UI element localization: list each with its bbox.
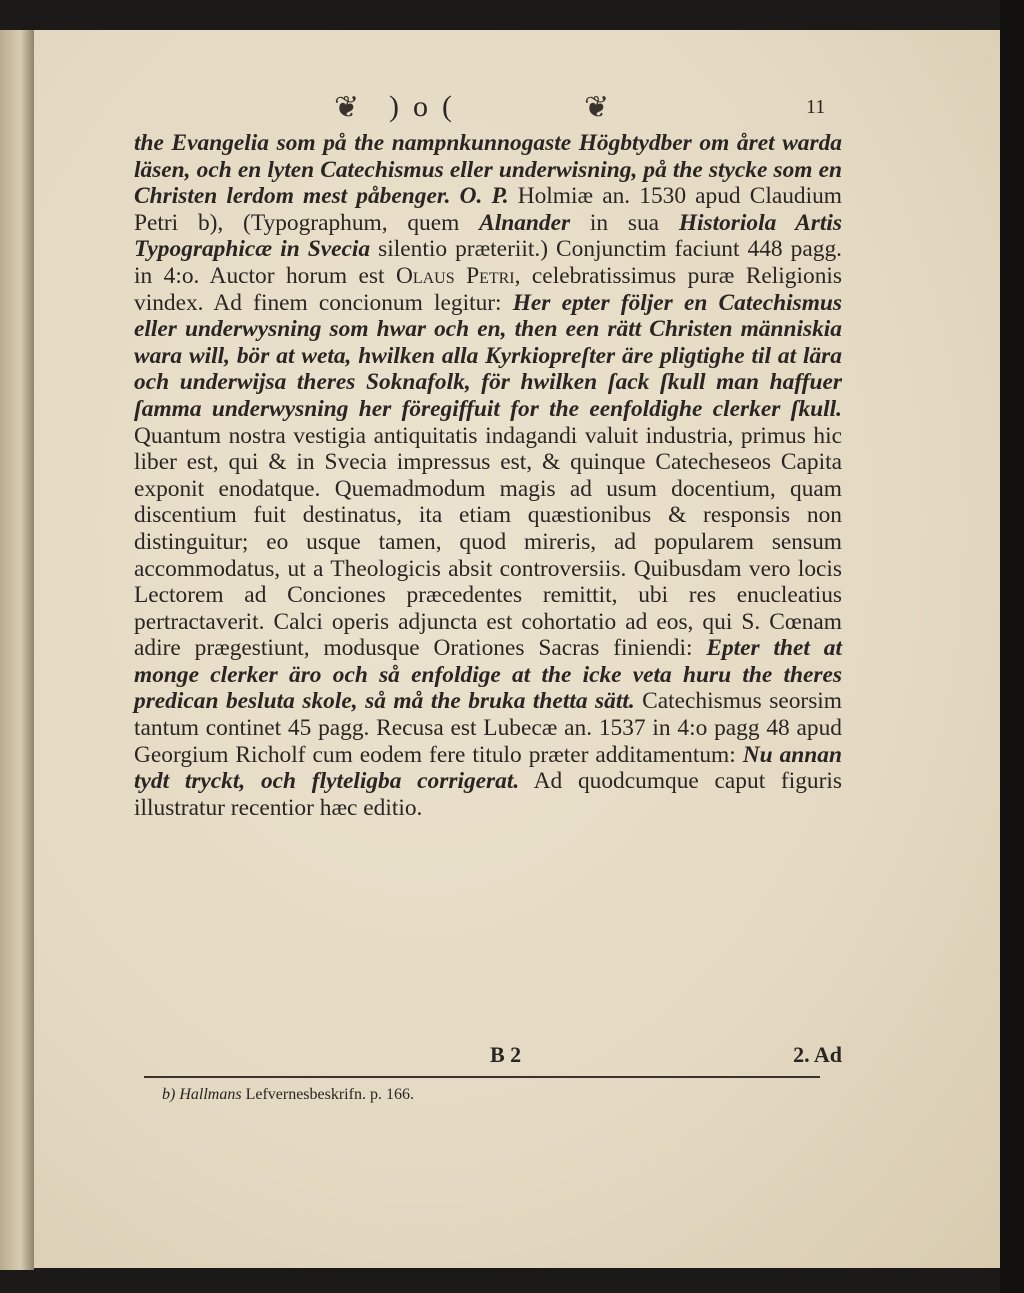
text-run: , celebratissimus puræ Religionis vindex. Ad finem concionum legitur: <box>134 262 842 316</box>
footnote-text: Lefvernesbeskrifn. p. 166. <box>241 1086 414 1103</box>
swedish-quotation-italic: Her epter följer en Catechismus eller underwysning som hwar och en, then een rätt Christen människia wara will, bör at weta, hwilken alla Kyrkiopreſter äre pligtighe til at lära och underwijsa theres Soknafolk, för hwilken ſack ſkull man haffuer ſamma underwysning her föregiffuit for the eenfoldighe clerker ſkull. <box>134 289 843 422</box>
work-title-italic: Historiola Artis Typographicæ in Svecia <box>134 209 843 263</box>
catchline <box>134 1042 842 1070</box>
text-run: in sua <box>570 209 679 236</box>
text-run: Holmiæ an. 1530 apud Claudium Petri b), (Typographum, quem <box>134 183 842 236</box>
author-name-smallcaps: Olaus Petri <box>395 262 515 289</box>
footnote <box>162 1086 762 1104</box>
fleuron-icon: ❦ <box>584 90 610 125</box>
paragraph <box>134 130 842 821</box>
page-number: 11 <box>806 96 826 118</box>
binding-shadow <box>1000 0 1024 1293</box>
footnote-author: Hallmans <box>179 1086 242 1103</box>
signature-mark: B 2 <box>490 1042 522 1067</box>
footnote-mark: b) <box>162 1086 176 1103</box>
text-run: silentio præteriit.) Conjunctim faciunt 448 pagg. in 4:o. Auctor horum est <box>134 236 842 289</box>
footnote-rule <box>144 1076 820 1078</box>
catchword: 2. Ad <box>793 1042 842 1067</box>
fleuron-icon: ❦ <box>334 90 360 125</box>
running-header <box>34 88 1000 128</box>
body-text <box>134 130 842 821</box>
book-page <box>34 30 1000 1268</box>
text-run: Catechismus seorsim tantum continet 45 pagg. Recusa est Lubecæ an. 1537 in 4:o pagg 48 apud Georgium Richolf cum eodem fere titulo præter additamentum: <box>134 688 842 768</box>
swedish-quotation-italic: Nu annan tydt tryckt, och flyteligba corrigerat. <box>134 741 843 795</box>
swedish-title-italic: the Evangelia som på the nampnkunnogaste Högbtydber om året warda läsen, och en lyten Catechismus eller underwisning, på the stycke som en Christen lerdom mest påbenger. O. P. <box>134 130 842 210</box>
text-run: Ad quodcumque caput figuris illustratur recentior hæc editio. <box>134 768 842 821</box>
header-ornament-mark: )o( <box>389 90 466 123</box>
swedish-quotation-italic: Epter thet at monge clerker äro och så enfoldige at the icke veta huru the theres predican besluta skole, så må the bruka thetta sätt. <box>134 635 842 715</box>
text-run: Quantum nostra vestigia antiquitatis indagandi valuit industria, primus hic liber est, qui & in Svecia impressus est, & quinque Catecheseos Capita exponit enodatque. Quemadmodum magis ad usum docentium, quam discentium fuit destinatus, ita etiam quæstionibus & responsis non distinguitur; eo usque tamen, quod mireris, ad popularem sensum accommodatus, ut a Theologicis absit controversiis. Quibusdam vero locis Lectorem ad Conciones præcedentes remittit, ubi res enucleatius pertractaverit. Calci operis adjuncta est cohortatio ad eos, qui S. Cœnam adire prægestiunt, modusque Orationes Sacras finiendi: <box>134 422 842 662</box>
author-name-italic: Alnander <box>479 209 571 236</box>
adjacent-page-edge <box>0 30 34 1270</box>
